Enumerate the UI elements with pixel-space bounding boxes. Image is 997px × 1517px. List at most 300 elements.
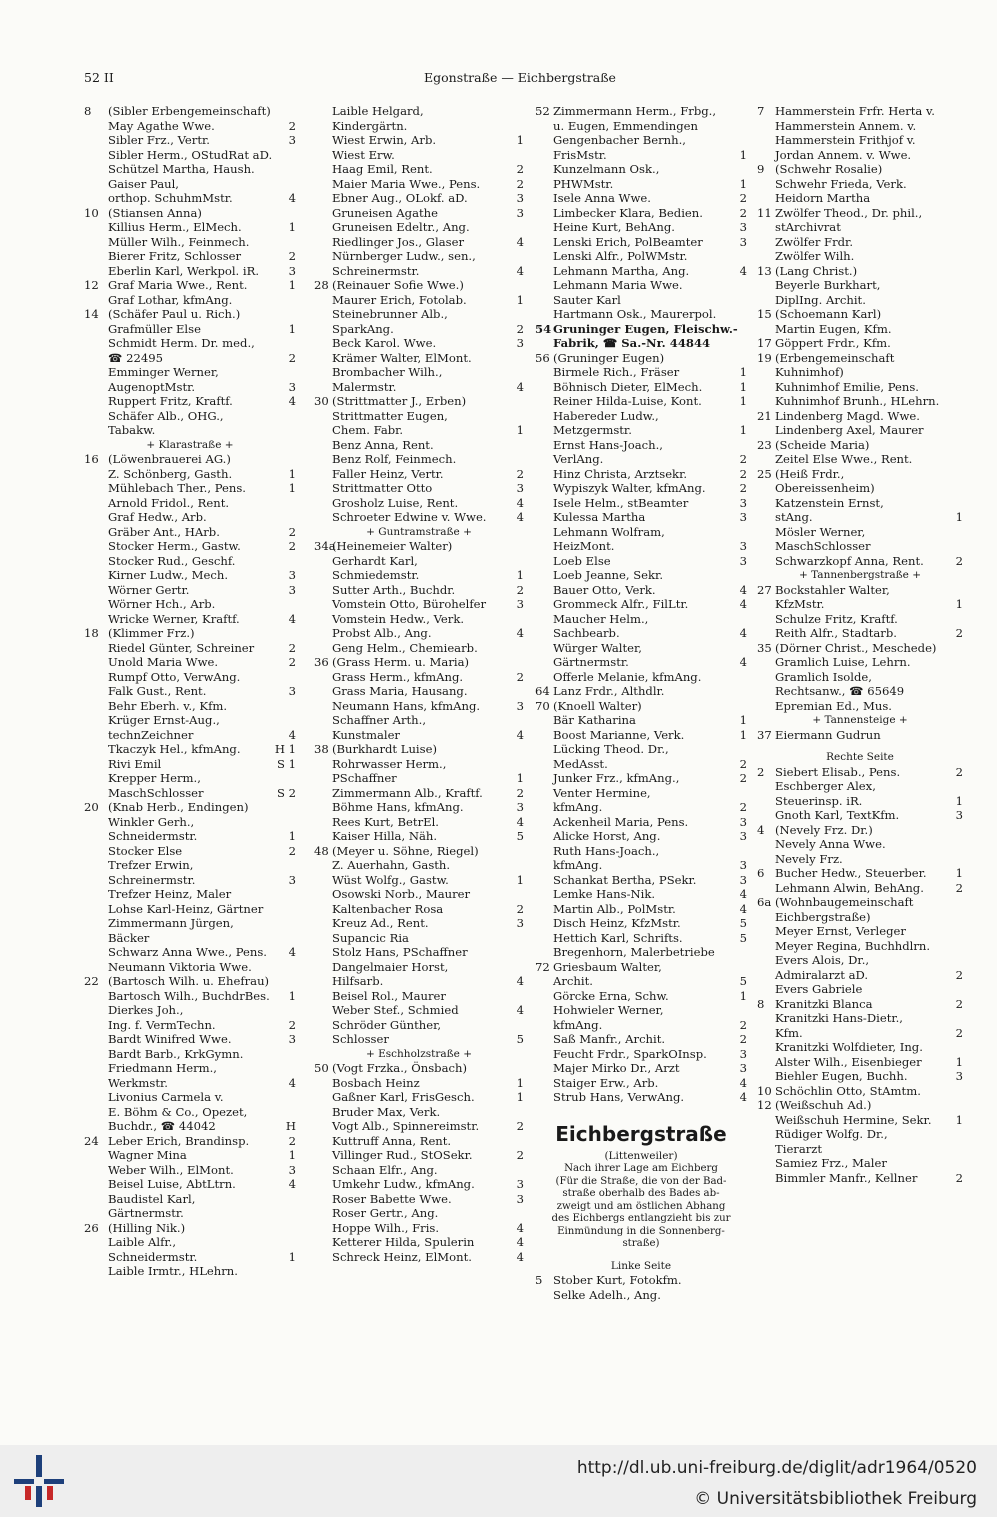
- spacer: [535, 1105, 747, 1121]
- resident-entry: [535, 264, 747, 279]
- resident-name: Krämer Walter, ElMont.: [332, 350, 472, 365]
- resident-name: Gengenbacher Bernh.,: [553, 133, 686, 147]
- resident-name: Grafmüller Else: [108, 321, 201, 336]
- floor-number: 1: [955, 1054, 963, 1069]
- floor-number: 2: [288, 843, 296, 858]
- floor-number: 1: [739, 713, 747, 727]
- resident-entry: [314, 786, 524, 801]
- floor-number: 4: [288, 945, 296, 959]
- floor-number: 2: [739, 1017, 747, 1032]
- resident-entry: [757, 852, 963, 867]
- resident-name: Leber Erich, Brandinsp.: [108, 1133, 250, 1148]
- page-header: [0, 70, 997, 88]
- resident-entry: [314, 1250, 524, 1265]
- resident-name: Meyer Ernst, Verleger: [775, 924, 906, 938]
- floor-number: 4: [516, 495, 524, 510]
- resident-name: Stocker Herm., Gastw.: [108, 539, 241, 553]
- resident-entry: [84, 539, 296, 554]
- resident-entry: [757, 496, 963, 511]
- floor-number: 3: [739, 829, 747, 843]
- resident-entry: [535, 786, 747, 801]
- resident-name: Sachbearb.: [553, 626, 620, 640]
- resident-entry: [84, 1206, 296, 1221]
- resident-name: Brombacher Wilh.,: [332, 365, 443, 379]
- floor-number: 1: [516, 771, 524, 785]
- floor-number: 1: [288, 278, 296, 292]
- resident-name: Stolz Hans, PSchaffner: [332, 945, 468, 959]
- resident-name: Lenski Erich, PolBeamter: [553, 234, 703, 249]
- resident-entry: [84, 989, 296, 1004]
- floor-number: 4: [516, 814, 524, 829]
- resident-name: Schneidermstr.: [108, 829, 198, 843]
- resident-entry: [84, 1235, 296, 1250]
- floor-number: 2: [739, 481, 747, 495]
- resident-entry: [757, 684, 963, 699]
- resident-name: Vomstein Hedw., Verk.: [332, 611, 465, 626]
- resident-entry: [84, 467, 296, 482]
- resident-name: Nevely Anna Wwe.: [775, 837, 886, 851]
- resident-entry: [314, 394, 524, 409]
- resident-entry: [757, 1040, 963, 1055]
- resident-name: Beisel Rol., Maurer: [332, 988, 446, 1003]
- floor-number: 2: [955, 967, 963, 982]
- resident-name: Rüdiger Wolfg. Dr.,: [775, 1127, 888, 1141]
- resident-name: Fabrik, ☎ Sa.-Nr. 44844: [553, 336, 711, 350]
- resident-entry: [84, 351, 296, 366]
- resident-entry: [535, 351, 747, 366]
- resident-entry: [757, 380, 963, 395]
- resident-name: Falk Gust., Rent.: [108, 684, 207, 698]
- floor-number: 4: [739, 263, 747, 278]
- resident-entry: [314, 960, 524, 975]
- resident-name: Venter Hermine,: [553, 785, 651, 800]
- resident-name: Jordan Annem. v. Wwe.: [775, 147, 912, 162]
- resident-entry: [84, 873, 296, 888]
- resident-entry: [84, 670, 296, 685]
- floor-number: 3: [516, 191, 524, 205]
- floor-number: 4: [516, 1220, 524, 1235]
- house-number: 23: [757, 437, 772, 452]
- resident-entry: [535, 800, 747, 815]
- resident-entry: [84, 757, 296, 772]
- resident-name: Schwarz Anna Wwe., Pens.: [108, 945, 267, 959]
- house-number: 35: [757, 640, 772, 655]
- resident-name: Eiermann Gudrun: [775, 727, 881, 742]
- resident-entry: [84, 510, 296, 525]
- resident-entry: [84, 728, 296, 743]
- resident-entry: [757, 924, 963, 939]
- resident-entry: [314, 1032, 524, 1047]
- resident-entry: [535, 162, 747, 177]
- floor-number: 2: [955, 626, 963, 640]
- resident-name: PSchaffner: [332, 771, 397, 785]
- resident-name: Bierer Fritz, Schlosser: [108, 249, 242, 263]
- resident-entry: [535, 496, 747, 511]
- floor-number: 2: [516, 466, 524, 481]
- floor-number: 3: [739, 814, 747, 829]
- floor-number: 2: [516, 582, 524, 597]
- floor-number: 1: [516, 292, 524, 307]
- resident-name: Neumann Viktoria Wwe.: [108, 959, 252, 974]
- floor-number: 3: [288, 263, 296, 278]
- resident-name: Hammerstein Frithjof v.: [775, 133, 916, 147]
- resident-name: Baudistel Karl,: [108, 1191, 196, 1206]
- resident-name: (Strittmatter J., Erben): [332, 394, 467, 408]
- resident-entry: [84, 931, 296, 946]
- resident-name: Hettich Karl, Schrifts.: [553, 930, 683, 945]
- resident-name: Laible Helgard,: [332, 104, 424, 118]
- resident-name: Gerhardt Karl,: [332, 553, 418, 568]
- resident-name: Zwölfer Frdr.: [775, 234, 854, 249]
- permalink-url[interactable]: http://dl.ub.uni-freiburg.de/diglit/adr1964/0520: [576, 1458, 977, 1478]
- resident-name: Wiest Erw.: [332, 147, 395, 162]
- resident-name: (Hilling Nik.): [108, 1220, 186, 1235]
- resident-entry: [314, 1076, 524, 1091]
- resident-name: Offerle Melanie, kfmAng.: [553, 669, 702, 684]
- resident-entry: [535, 380, 747, 395]
- resident-name: (Stiansen Anna): [108, 205, 202, 220]
- resident-entry: [757, 336, 963, 351]
- resident-entry: [757, 655, 963, 670]
- floor-number: 2: [288, 249, 296, 263]
- resident-name: Weber Wilh., ElMont.: [108, 1162, 234, 1177]
- resident-name: Trefzer Heinz, Maler: [108, 887, 232, 901]
- floor-number: 2: [955, 553, 963, 568]
- resident-entry: [757, 220, 963, 235]
- house-number: 13: [757, 263, 772, 278]
- resident-name: (Grass Herm. u. Maria): [332, 655, 470, 669]
- resident-entry: [84, 206, 296, 221]
- resident-entry: [535, 771, 747, 786]
- cross-street-label: + Tannenbergstraße +: [798, 569, 921, 581]
- floor-number: 2: [516, 176, 524, 191]
- resident-entry: [84, 235, 296, 250]
- resident-entry: [757, 779, 963, 794]
- resident-entry: [314, 1003, 524, 1018]
- resident-entry: [535, 365, 747, 380]
- resident-entry: [314, 1221, 524, 1236]
- floor-number: 1: [516, 568, 524, 582]
- resident-name: Grosholz Luise, Rent.: [332, 495, 459, 510]
- resident-entry: [535, 626, 747, 641]
- resident-name: Lanz Frdr., Althdlr.: [553, 684, 665, 698]
- resident-name: Loeb Else: [553, 553, 611, 568]
- resident-entry: [535, 191, 747, 206]
- resident-name: Saß Manfr., Archit.: [553, 1032, 666, 1046]
- resident-name: Weißschuh Hermine, Sekr.: [775, 1112, 932, 1127]
- resident-name: Strittmatter Eugen,: [332, 408, 448, 423]
- resident-entry: [535, 177, 747, 192]
- resident-entry: [314, 612, 524, 627]
- floor-number: 4: [288, 191, 296, 205]
- house-number: 8: [84, 104, 92, 118]
- resident-name: (Heinemeier Walter): [332, 539, 453, 553]
- resident-name: Schützel Martha, Haush.: [108, 162, 255, 176]
- resident-name: Nevely Frz.: [775, 851, 843, 866]
- resident-name: Kranitzki Hans-Dietr.,: [775, 1011, 903, 1025]
- resident-name: Kunzelmann Osk.,: [553, 162, 660, 176]
- resident-entry: [314, 815, 524, 830]
- floor-number: 2: [516, 901, 524, 916]
- resident-name: Z. Auerhahn, Gasth.: [332, 858, 451, 872]
- resident-name: Lehmann Martha, Ang.: [553, 263, 690, 278]
- resident-entry: [84, 1221, 296, 1236]
- resident-name: Reiner Hilda-Luise, Kont.: [553, 394, 702, 408]
- resident-name: Schreinermstr.: [108, 872, 196, 887]
- resident-entry: [314, 742, 524, 757]
- resident-name: Hoppe Wilh., Fris.: [332, 1220, 440, 1235]
- resident-entry: [535, 293, 747, 308]
- house-number: 10: [84, 205, 99, 220]
- resident-entry: [757, 1127, 963, 1142]
- resident-entry: [757, 641, 963, 656]
- resident-name: AugenoptMstr.: [108, 379, 196, 394]
- resident-name: Loeb Jeanne, Sekr.: [553, 568, 664, 582]
- resident-entry: [757, 249, 963, 264]
- resident-entry: [757, 539, 963, 554]
- resident-name: (Sibler Erbengemeinschaft): [108, 104, 271, 118]
- floor-number: 4: [739, 626, 747, 640]
- resident-entry: [757, 1026, 963, 1041]
- resident-name: Schulze Fritz, Kraftf.: [775, 611, 898, 626]
- house-number: 70: [535, 698, 550, 713]
- floor-number: 5: [516, 829, 524, 843]
- resident-entry: [84, 1119, 296, 1134]
- resident-name: Graf Hedw., Arb.: [108, 510, 207, 524]
- floor-number: 2: [288, 539, 296, 553]
- floor-number: 3: [739, 1046, 747, 1061]
- floor-number: 3: [739, 872, 747, 887]
- resident-name: Müller Wilh., Feinmech.: [108, 234, 250, 249]
- floor-number: 1: [739, 394, 747, 408]
- resident-entry: [84, 133, 296, 148]
- resident-name: Lehmann Alwin, BehAng.: [775, 880, 924, 895]
- resident-entry: [314, 873, 524, 888]
- house-number: 14: [84, 307, 99, 321]
- column-4: [757, 104, 963, 1185]
- resident-entry: [84, 220, 296, 235]
- resident-entry: [757, 481, 963, 496]
- resident-name: Ing. f. VermTechn.: [108, 1017, 216, 1032]
- resident-name: Chem. Fabr.: [332, 423, 404, 437]
- floor-number: 1: [288, 220, 296, 234]
- resident-name: Heidorn Martha: [775, 191, 871, 205]
- floor-number: 2: [516, 669, 524, 684]
- resident-name: Lehmann Maria Wwe.: [553, 278, 683, 292]
- resident-entry: [757, 881, 963, 896]
- resident-name: Samiez Frz., Maler: [775, 1156, 887, 1170]
- resident-entry: [314, 452, 524, 467]
- floor-number: 4: [516, 626, 524, 640]
- resident-entry: [535, 568, 747, 583]
- resident-name: Roser Babette Wwe.: [332, 1191, 452, 1206]
- floor-number: 1: [288, 321, 296, 336]
- resident-name: Siebert Elisab., Pens.: [775, 764, 901, 779]
- resident-entry: [757, 1055, 963, 1070]
- resident-entry: [535, 133, 747, 148]
- floor-number: 3: [739, 539, 747, 553]
- cross-street-label: + Tannensteige +: [812, 714, 908, 726]
- resident-entry: [535, 1032, 747, 1047]
- resident-entry: [535, 409, 747, 424]
- resident-entry: [535, 858, 747, 873]
- resident-name: Benz Anna, Rent.: [332, 437, 434, 452]
- floor-number: 2: [739, 771, 747, 785]
- resident-entry: [314, 974, 524, 989]
- resident-entry: [757, 670, 963, 685]
- resident-name: (Bartosch Wilh. u. Ehefrau): [108, 974, 270, 988]
- resident-entry: [535, 1090, 747, 1105]
- resident-entry: [314, 162, 524, 177]
- street-description: zweigt und am östlichen Abhang: [556, 1200, 726, 1212]
- resident-entry: [84, 336, 296, 351]
- floor-number: 2: [739, 800, 747, 814]
- floor-number: 1: [516, 1075, 524, 1090]
- floor-number: 3: [955, 1069, 963, 1083]
- resident-entry: [314, 1018, 524, 1033]
- floor-number: 3: [739, 234, 747, 249]
- resident-name: Martin Alb., PolMstr.: [553, 901, 676, 916]
- floor-number: 4: [739, 1075, 747, 1090]
- floor-number: 2: [288, 640, 296, 655]
- floor-number: 1: [288, 481, 296, 495]
- resident-name: Böhme Hans, kfmAng.: [332, 800, 464, 814]
- resident-entry: [314, 1105, 524, 1120]
- house-number: 6a: [757, 895, 772, 909]
- resident-name: (Löwenbrauerei AG.): [108, 452, 231, 466]
- resident-entry: [314, 583, 524, 598]
- resident-name: (Scheide Maria): [775, 437, 870, 452]
- page-number: 52 II: [84, 70, 114, 85]
- resident-entry: [314, 293, 524, 308]
- resident-name: stArchivrat: [775, 220, 841, 234]
- resident-name: Evers Gabriele: [775, 982, 863, 996]
- resident-name: Lohse Karl-Heinz, Gärtner: [108, 901, 264, 916]
- resident-entry: [84, 800, 296, 815]
- resident-name: Biehler Eugen, Buchh.: [775, 1069, 908, 1083]
- resident-name: Vomstein Otto, Bürohelfer: [332, 597, 487, 611]
- house-number: 48: [314, 843, 329, 858]
- resident-name: Lücking Theod. Dr.,: [553, 742, 669, 756]
- resident-name: kfmAng.: [553, 1017, 603, 1032]
- resident-name: Birmele Rich., Fräser: [553, 365, 680, 379]
- resident-name: Tkaczyk Hel., kfmAng.: [108, 742, 241, 756]
- resident-entry: [314, 1177, 524, 1192]
- floor-number: 1: [955, 793, 963, 808]
- house-number: 4: [757, 822, 765, 837]
- resident-entry: [314, 626, 524, 641]
- floor-number: 4: [739, 1090, 747, 1104]
- resident-name: Maurer Erich, Fotolab.: [332, 292, 467, 307]
- resident-name: Beisel Luise, AbtLtrn.: [108, 1177, 236, 1191]
- resident-name: Gruneisen Agathe: [332, 205, 438, 220]
- resident-entry: [84, 742, 296, 757]
- resident-entry: [84, 597, 296, 612]
- resident-entry: [84, 945, 296, 960]
- floor-number: 4: [516, 379, 524, 394]
- resident-entry: [84, 1163, 296, 1178]
- resident-name: Graf Lothar, kfmAng.: [108, 292, 233, 307]
- house-number: 25: [757, 466, 772, 481]
- floor-number: 2: [739, 191, 747, 205]
- resident-name: Obereissenheim): [775, 481, 875, 495]
- resident-entry: [535, 873, 747, 888]
- resident-entry: [84, 365, 296, 380]
- resident-name: Ackenheil Maria, Pens.: [553, 814, 689, 829]
- resident-entry: [757, 626, 963, 641]
- resident-entry: [757, 438, 963, 453]
- resident-name: (Wohnbaugemeinschaft: [775, 895, 914, 909]
- resident-name: Ketterer Hilda, Spulerin: [332, 1235, 475, 1249]
- floor-number: 3: [516, 597, 524, 611]
- floor-number: 1: [516, 133, 524, 147]
- resident-entry: [535, 423, 747, 438]
- floor-number: 4: [739, 655, 747, 669]
- resident-entry: [757, 206, 963, 221]
- resident-name: Ruppert Fritz, Kraftf.: [108, 394, 233, 408]
- resident-entry: [314, 510, 524, 525]
- resident-name: Zwölfer Wilh.: [775, 249, 855, 263]
- resident-entry: [757, 104, 963, 119]
- resident-name: Schäfer Alb., OHG.,: [108, 408, 224, 423]
- resident-name: Bruder Max, Verk.: [332, 1104, 441, 1119]
- floor-number: 2: [288, 524, 296, 539]
- resident-name: (Lang Christ.): [775, 263, 858, 278]
- resident-entry: [84, 887, 296, 902]
- resident-entry: [535, 438, 747, 453]
- resident-entry: [314, 481, 524, 496]
- resident-entry: [314, 1061, 524, 1076]
- house-number: 26: [84, 1220, 99, 1235]
- resident-name: Lehmann Wolfram,: [553, 524, 665, 539]
- resident-name: Rechtsanw., ☎ 65649: [775, 684, 905, 698]
- resident-entry: [314, 539, 524, 554]
- resident-entry: [84, 916, 296, 931]
- resident-name: Arnold Fridol., Rent.: [108, 495, 230, 510]
- resident-name: (Nevely Frz. Dr.): [775, 822, 873, 837]
- resident-name: Maucher Helm.,: [553, 611, 649, 626]
- resident-name: Haag Emil, Rent.: [332, 162, 433, 176]
- resident-name: Werkmstr.: [108, 1075, 168, 1090]
- resident-entry: [84, 1061, 296, 1076]
- floor-number: 2: [516, 1119, 524, 1133]
- house-number: 12: [84, 278, 99, 292]
- resident-name: Majer Mirko Dr., Arzt: [553, 1061, 680, 1075]
- floor-number: 2: [955, 880, 963, 895]
- resident-entry: [535, 916, 747, 931]
- resident-name: Schmidt Herm. Dr. med.,: [108, 336, 255, 350]
- floor-number: H: [285, 1119, 296, 1133]
- resident-name: Rees Kurt, BetrEl.: [332, 814, 439, 829]
- floor-number: 3: [288, 379, 296, 394]
- floor-number: 1: [288, 988, 296, 1003]
- resident-name: Kreuz Ad., Rent.: [332, 916, 429, 930]
- resident-entry: [84, 974, 296, 989]
- resident-entry: [757, 939, 963, 954]
- resident-name: Schreck Heinz, ElMont.: [332, 1249, 472, 1264]
- resident-name: Grass Maria, Hausang.: [332, 684, 468, 698]
- resident-entry: [535, 554, 747, 569]
- resident-name: Kuhnimhof): [775, 365, 844, 379]
- floor-number: 1: [739, 988, 747, 1003]
- resident-name: orthop. SchuhmMstr.: [108, 191, 233, 205]
- floor-number: 1: [955, 1112, 963, 1127]
- resident-entry: [314, 119, 524, 134]
- resident-entry: [84, 423, 296, 438]
- resident-entry: [314, 699, 524, 714]
- resident-name: Krüger Ernst-Aug.,: [108, 713, 220, 727]
- resident-entry: [535, 1061, 747, 1076]
